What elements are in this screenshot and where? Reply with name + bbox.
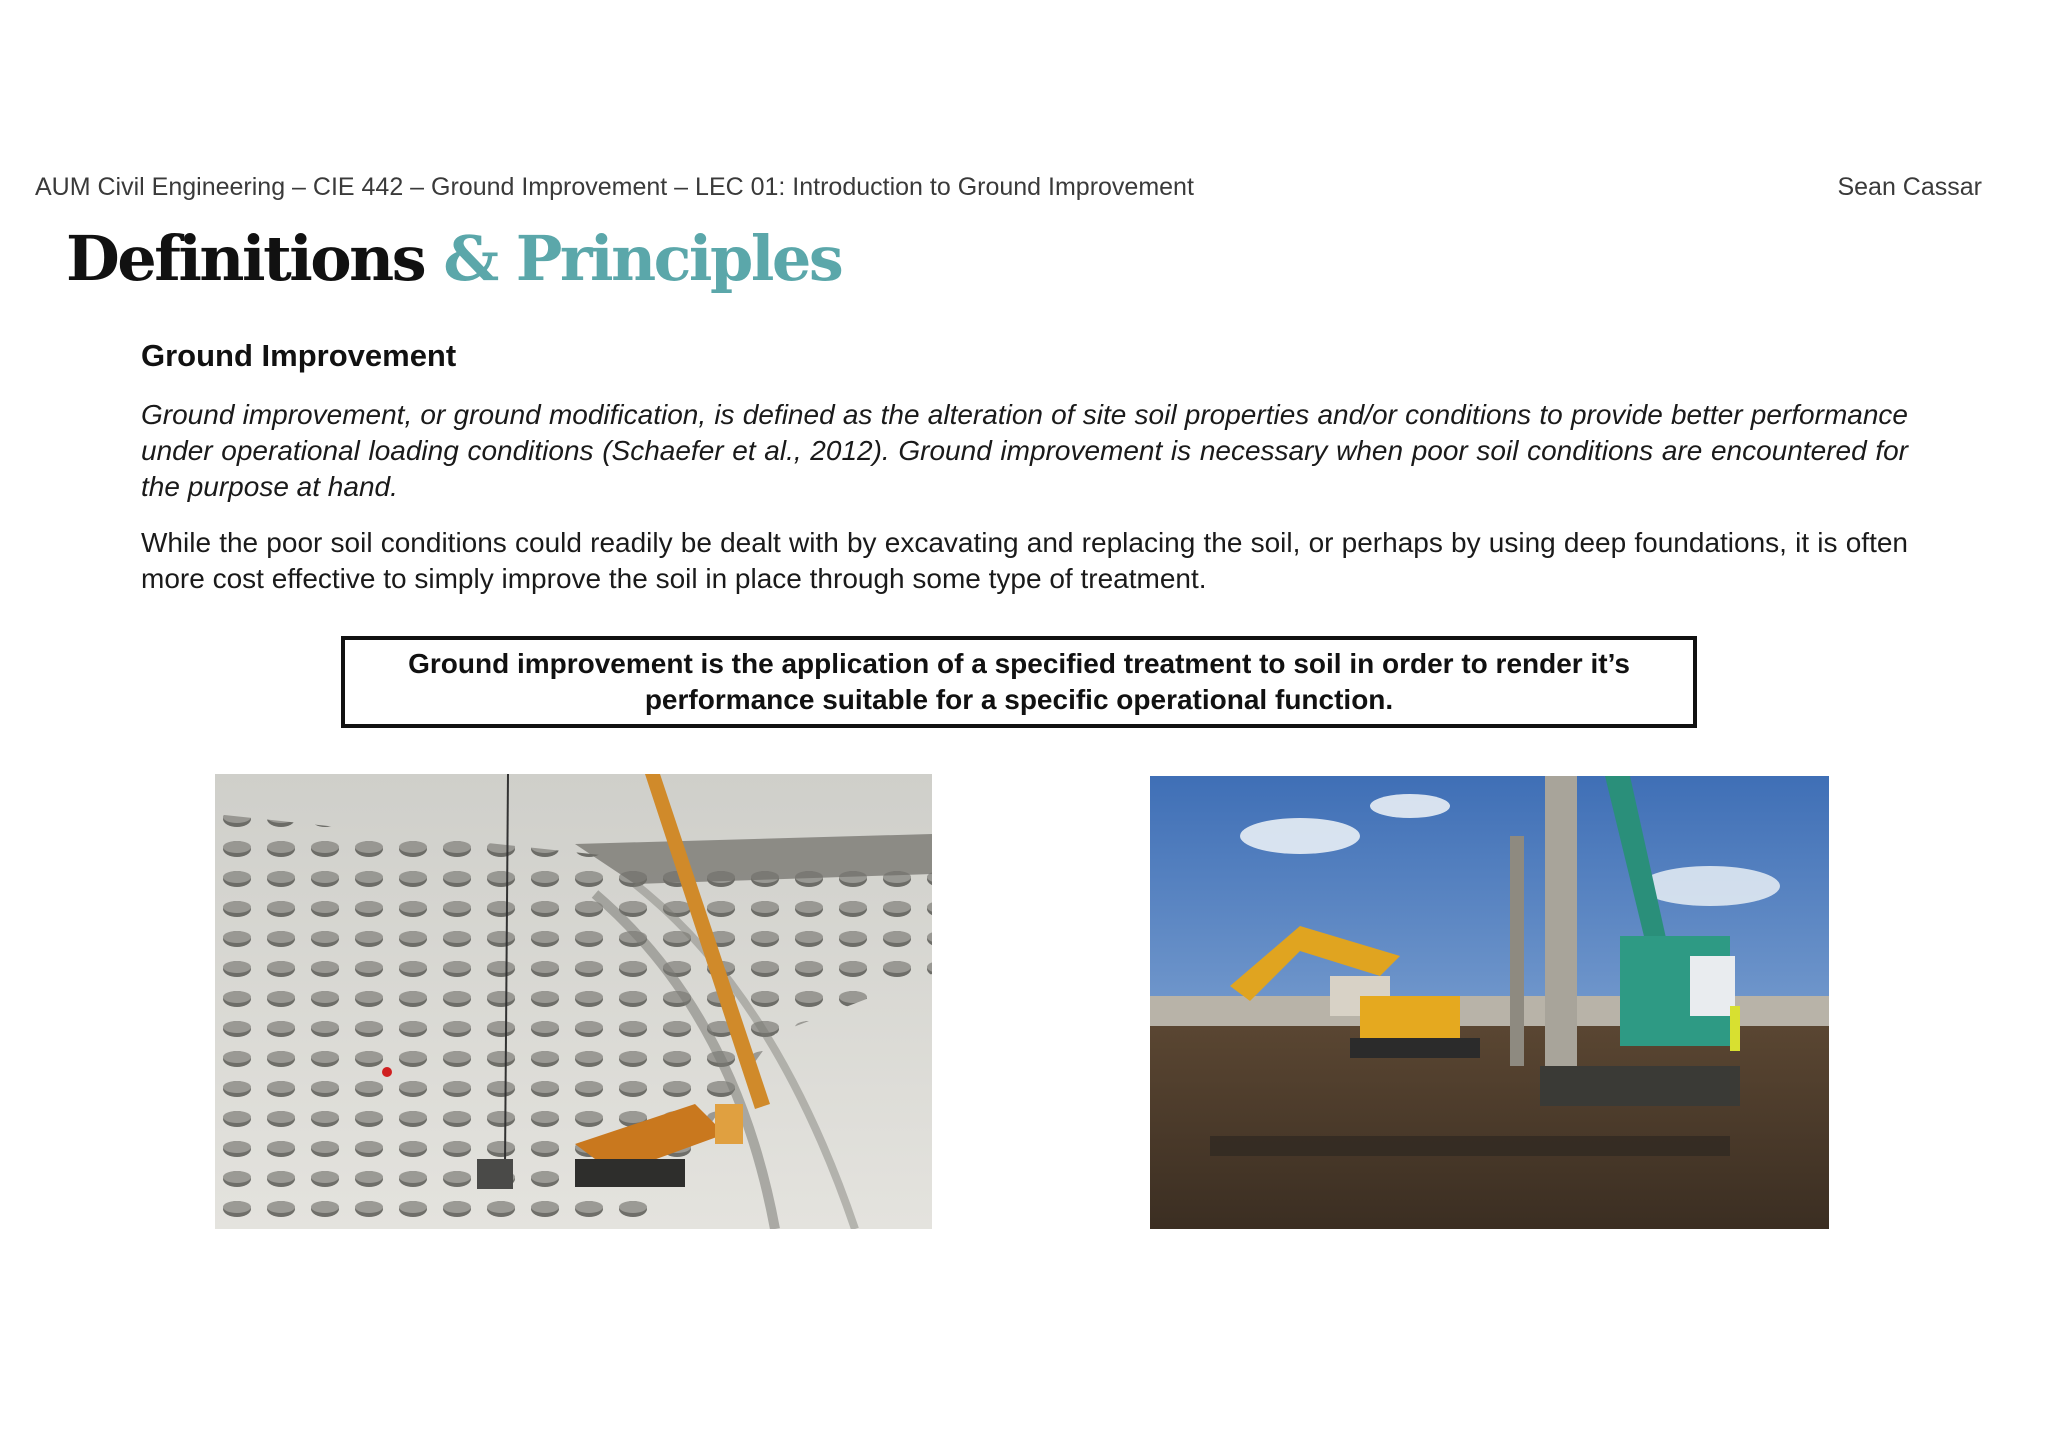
explanation-paragraph: While the poor soil conditions could readily be dealt with by excavating and replacing the soil, or perhaps by using deep foundations, it is often more cost effective to simply improve the soil in place through some type of treatment. <box>141 527 1908 594</box>
drilling-rig-site-photo <box>1150 776 1829 1229</box>
definition-callout-box <box>341 636 1697 728</box>
title-part-principles: & Principles <box>443 222 842 295</box>
course-header: AUM Civil Engineering – CIE 442 – Ground Improvement – LEC 01: Introduction to Ground Improvement <box>35 173 1194 201</box>
section-heading: Ground Improvement <box>141 338 457 373</box>
page-title <box>66 222 841 295</box>
author-name: Sean Cassar <box>1837 173 1982 201</box>
definition-paragraph: Ground improvement, or ground modification, is defined as the alteration of site soil properties and/or conditions to provide better performance under operational loading conditions (Schaefer et al., 2012). Ground improvement is necessary when poor soil conditions are encountered for the purpose at hand. <box>141 399 1908 502</box>
definition-callout-text: Ground improvement is the application of a specified treatment to soil in order to render it’s performance suitable for a specific operational function. <box>408 648 1630 715</box>
title-part-definitions: Definitions <box>66 222 425 295</box>
crane-compaction-photo <box>215 774 932 1229</box>
